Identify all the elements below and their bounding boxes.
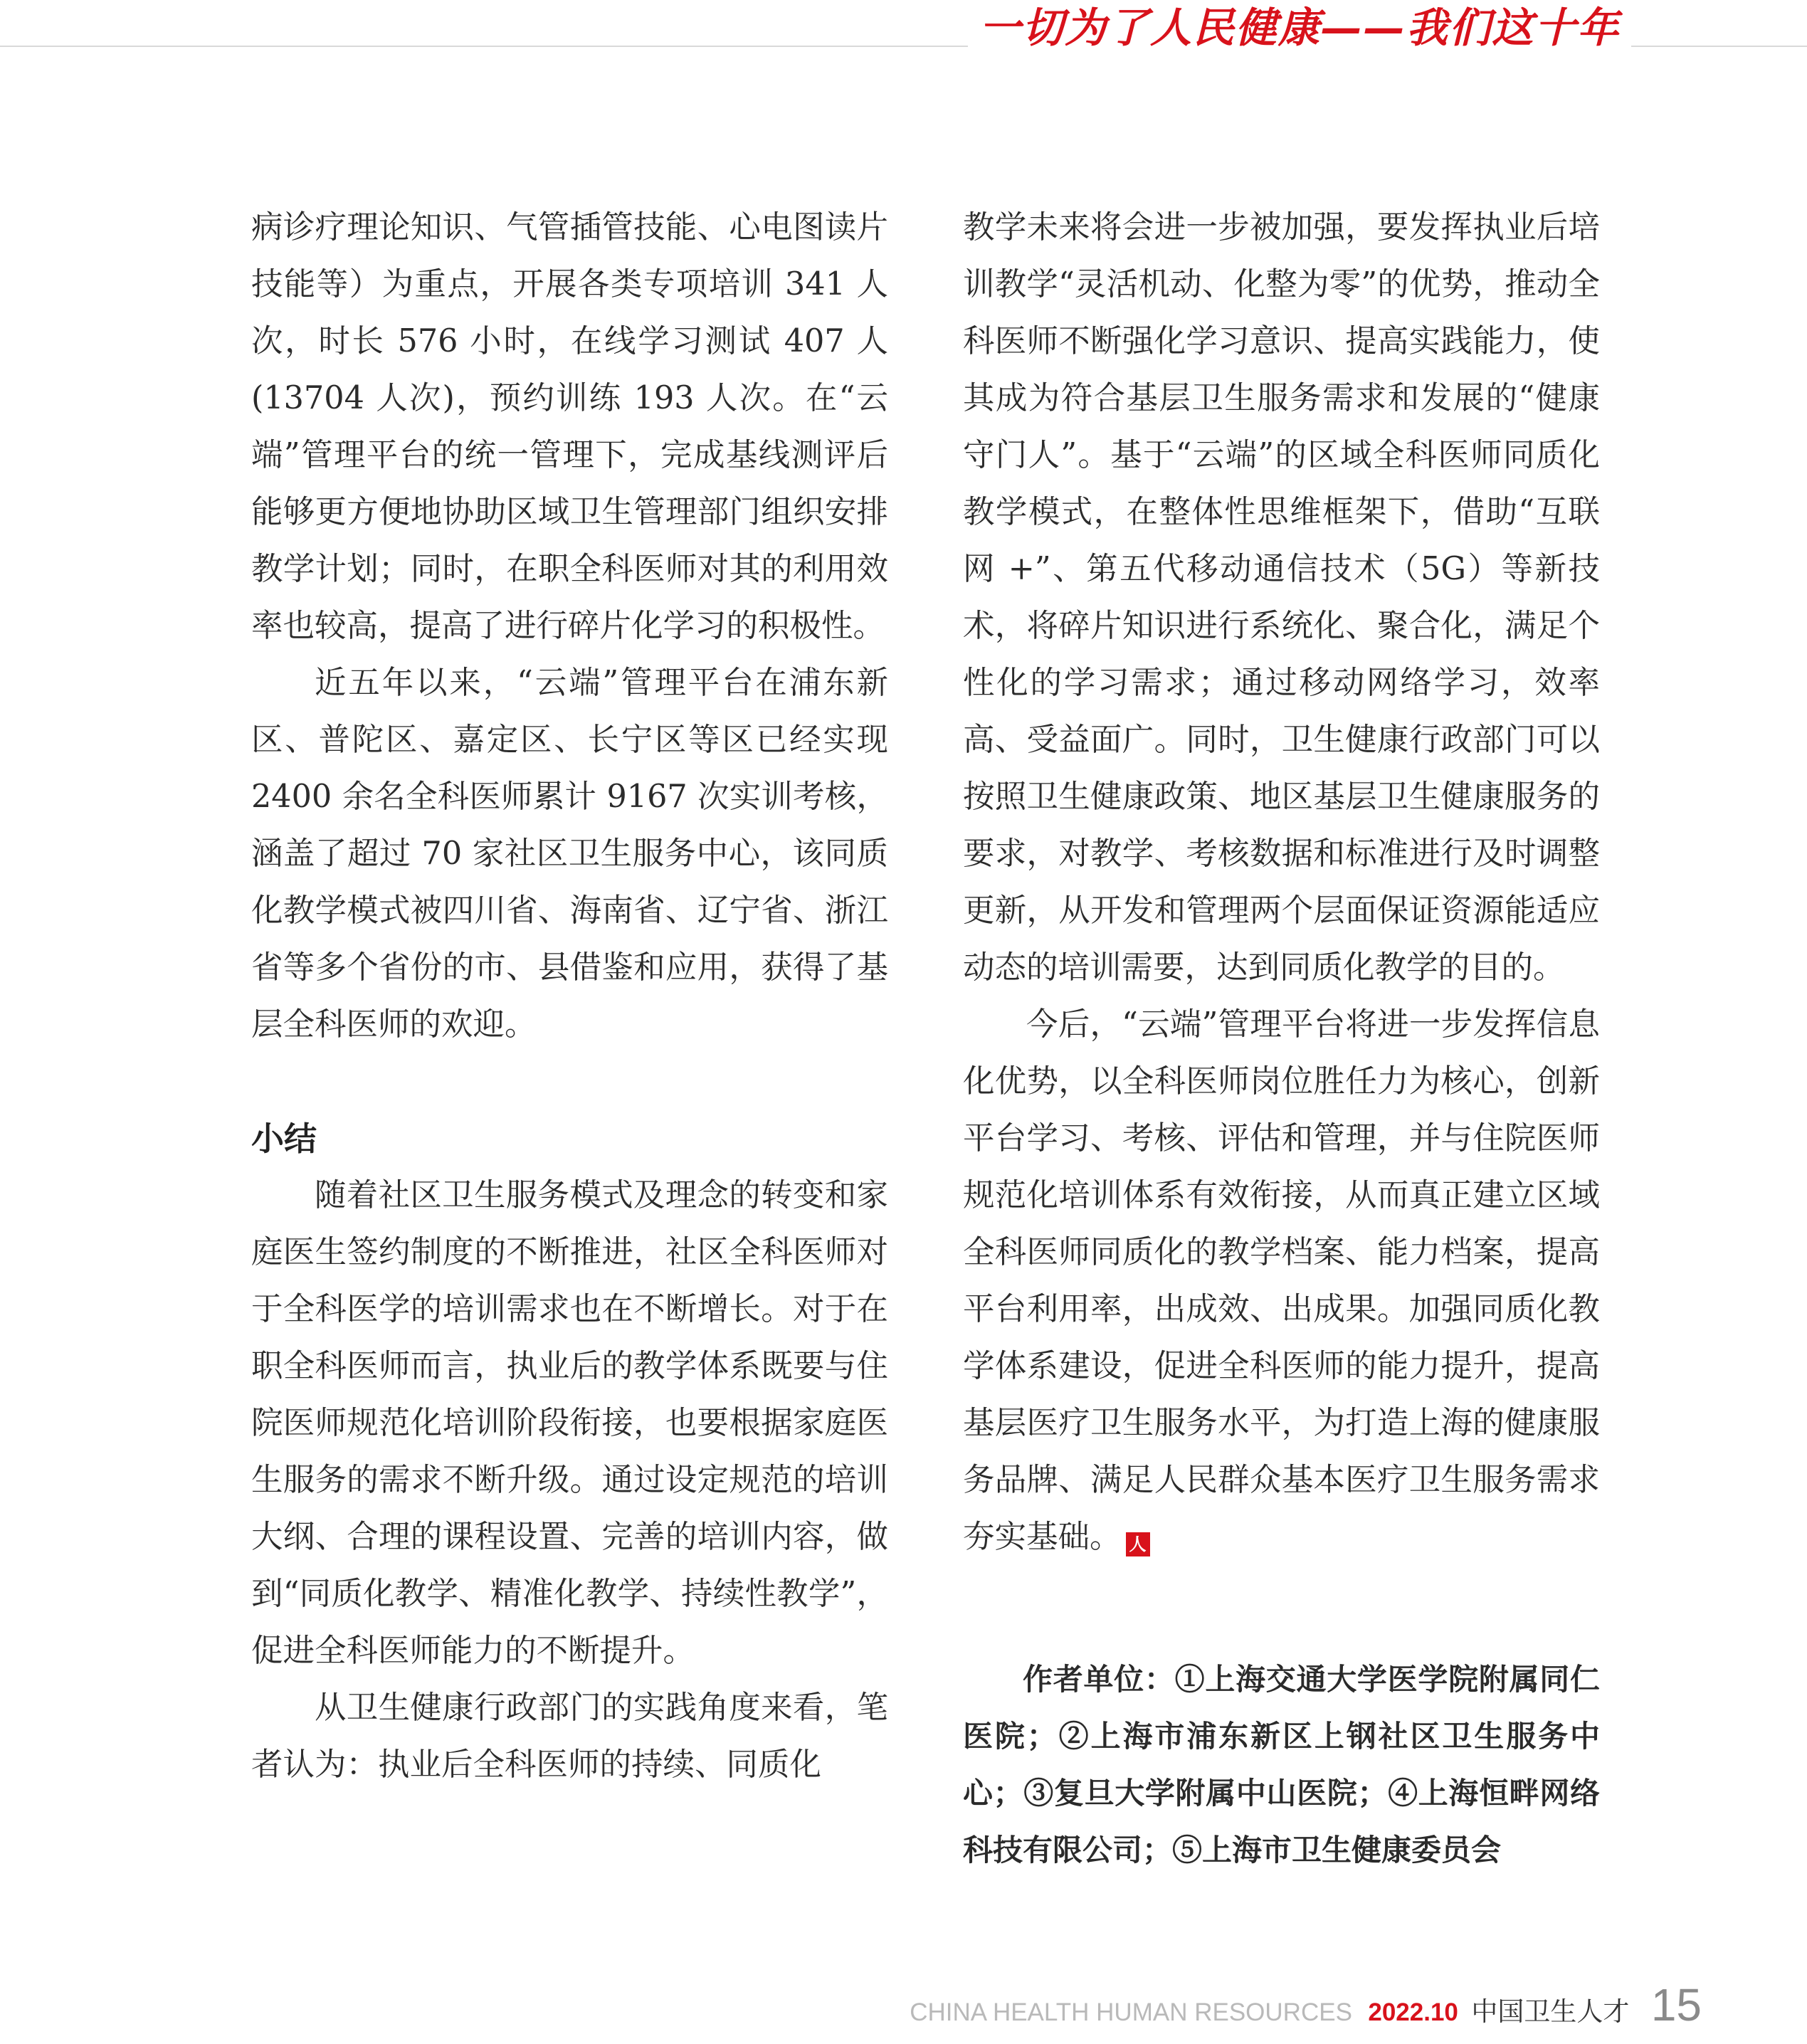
footer-issue: 2022.10 [1368, 1998, 1458, 2026]
author-affiliation: 作者单位：①上海交通大学医学院附属同仁医院；②上海市浦东新区上钢社区卫生服务中心；③复旦大学附属中山医院；④上海恒畔网络科技有限公司；⑤上海市卫生健康委员会 [963, 1662, 1600, 1867]
left-paragraph-4: 从卫生健康行政部门的实践角度来看，笔者认为：执业后全科医师的持续、同质化 [251, 1690, 888, 1783]
left-paragraph-2: 近五年以来，“云端”管理平台在浦东新区、普陀区、嘉定区、长宁区等区已经实现 2400 余名全科医师累计 9167 次实训考核，涵盖了超过 70 家社区卫生服务中心，该同质化教学模式被四川省、海南省、辽宁省、浙江省等多个省份的市、县借鉴和应用，获得了基层全科医师的欢迎。 [251, 665, 888, 1043]
right-paragraph-1: 教学未来将会进一步被加强，要发挥执业后培训教学“灵活机动、化整为零”的优势，推动全科医师不断强化学习意识、提高实践能力，使其成为符合基层卫生服务需求和发展的“健康守门人”。基于“云端”的区域全科医师同质化教学模式，在整体性思维框架下，借助“互联网 +”、第五代移动通信技术（5G）等新技术，将碎片知识进行系统化、聚合化，满足个性化的学习需求；通过移动网络学习，效率高、受益面广。同时，卫生健康行政部门可以按照卫生健康政策、地区基层卫生健康服务的要求，对教学、考核数据和标准进行及时调整更新，从开发和管理两个层面保证资源能适应动态的培训需要，达到同质化教学的目的。 [963, 209, 1600, 986]
page-number: 15 [1650, 1979, 1702, 2030]
running-header-title: 一切为了人民健康——我们这十年 [968, 0, 1631, 56]
footer-journal-english: CHINA HEALTH HUMAN RESOURCES [910, 1998, 1352, 2026]
article-end-mark-icon: 人 [1126, 1532, 1150, 1556]
left-paragraph-3: 随着社区卫生服务模式及理念的转变和家庭医生签约制度的不断推进，社区全科医师对于全科医学的培训需求也在不断增长。对于在职全科医师而言，执业后的教学体系既要与住院医师规范化培训阶段衔接，也要根据家庭医生服务的需求不断升级。通过设定规范的培训大纲、合理的课程设置、完善的培训内容，做到“同质化教学、精准化教学、持续性教学”，促进全科医师能力的不断提升。 [251, 1177, 888, 1669]
footer-journal-chinese: 中国卫生人才 [1471, 1997, 1630, 2026]
section-title-summary: 小结 [251, 1120, 317, 1158]
left-paragraph-1: 病诊疗理论知识、气管插管技能、心电图读片技能等）为重点，开展各类专项培训 341 人次，时长 576 小时，在线学习测试 407 人(13704 人次)，预约训练 193 人次。在“云端”管理平台的统一管理下，完成基线测评后能够更方便地协助区域卫生管理部门组织安排教学计划；同时，在职全科医师对其的利用效率也较高，提高了进行碎片化学习的积极性。 [251, 209, 888, 644]
left-column [251, 199, 888, 1793]
page-footer [910, 1979, 1702, 2043]
right-column [963, 199, 1600, 1909]
right-paragraph-2 [963, 996, 1600, 1566]
right-paragraph-2-text: 今后，“云端”管理平台将进一步发挥信息化优势，以全科医师岗位胜任力为核心，创新平台学习、考核、评估和管理，并与住院医师规范化培训体系有效衔接，从而真正建立区域全科医师同质化的教学档案、能力档案，提高平台利用率，出成效、出成果。加强同质化教学体系建设，促进全科医师的能力提升，提高基层医疗卫生服务水平，为打造上海的健康服务品牌、满足人民群众基本医疗卫生服务需求夯实基础。 [963, 1006, 1600, 1555]
